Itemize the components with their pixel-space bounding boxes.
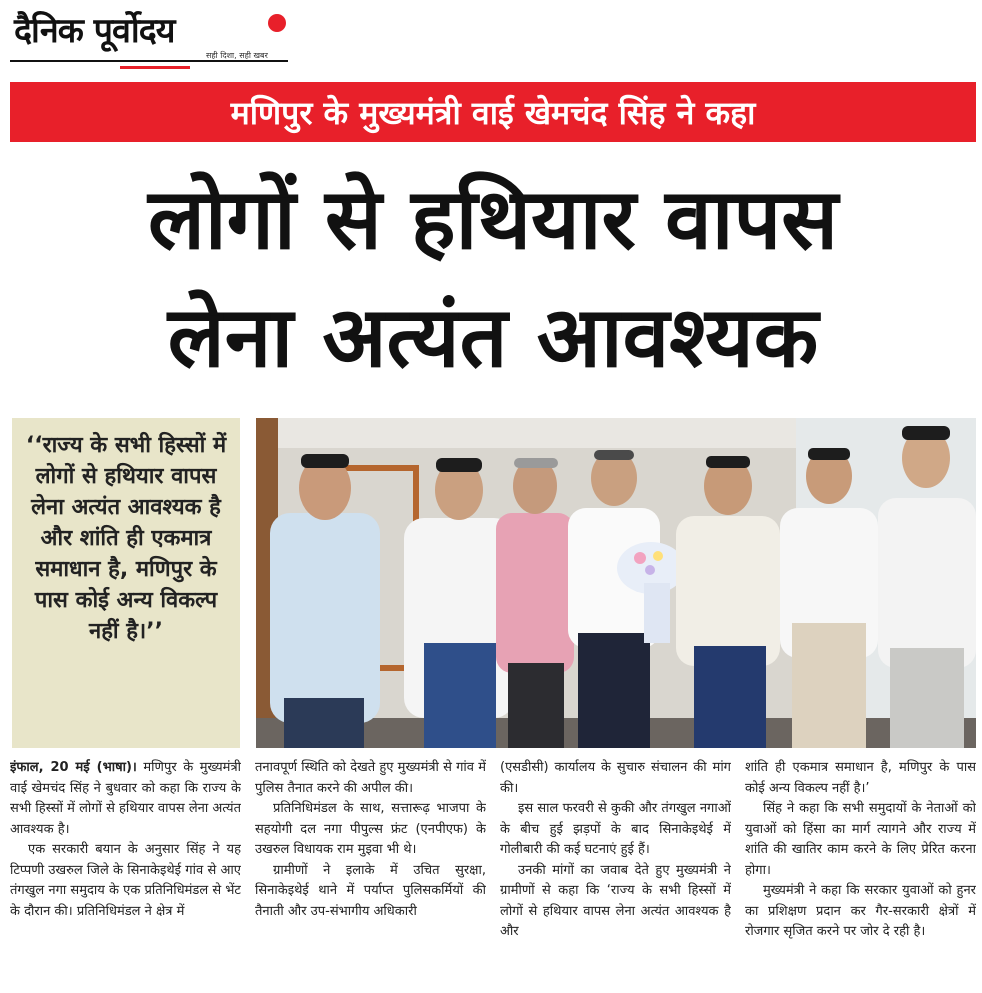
headline xyxy=(10,160,976,396)
article-paragraph: उनकी मांगों का जवाब देते हुए मुख्यमंत्री ने ग्रामीणों से कहा कि ‘राज्य के सभी हिस्सों में लोगों से हथियार वापस लेना अत्यंत आवश्यक है और xyxy=(500,862,731,939)
article-paragraph: इस साल फरवरी से कुकी और तंगखुल नगाओं के बीच हुई झड़पों के बाद सिनाकेइथेई में गोलीबारी की कई घटनाएं हुई हैं। xyxy=(500,801,731,857)
article-column-2 xyxy=(255,758,486,990)
article-paragraph: तनावपूर्ण स्थिति को देखते हुए मुख्यमंत्री से गांव में पुलिस तैनात करने की अपील की। xyxy=(255,760,486,796)
kicker-banner xyxy=(10,82,976,142)
pull-quote-box xyxy=(12,418,240,748)
masthead-rule xyxy=(10,60,288,62)
masthead-title: दैनिक पूर्वोदय xyxy=(14,11,175,51)
article-paragraph: सिंह ने कहा कि सभी समुदायों के नेताओं को युवाओं को हिंसा का मार्ग त्यागने और राज्य में शांति की खातिर काम करने के लिए प्रेरित करना होगा। xyxy=(745,801,976,878)
article-paragraph: (एसडीसी) कार्यालय के सुचारु संचालन की मांग की। xyxy=(500,760,731,796)
article-paragraph: प्रतिनिधिमंडल के साथ, सत्तारूढ़ भाजपा के सहयोगी दल नगा पीपुल्स फ्रंट (एनपीएफ) के उखरुल विधायक राम मुइवा भी थे। xyxy=(255,801,486,857)
headline-line-2: लेना अत्यंत आवश्यक xyxy=(167,288,819,386)
kicker-text: मणिपुर के मुख्यमंत्री वाई खेमचंद सिंह ने कहा xyxy=(230,93,756,132)
pull-quote-text: ‘‘राज्य के सभी हिस्सों में लोगों से हथियार वापस लेना अत्यंत आवश्यक है और शांति ही एकमात्र समाधान है, मणिपुर के पास कोई अन्य विकल्प नहीं है।’’ xyxy=(25,433,227,644)
article-column-4 xyxy=(745,758,976,990)
article-body xyxy=(10,758,976,990)
article-paragraph: मुख्यमंत्री ने कहा कि सरकार युवाओं को हुनर का प्रशिक्षण प्रदान कर गैर-सरकारी क्षेत्रों में रोजगार सृजित करने पर जोर दे रही है। xyxy=(745,883,976,939)
article-paragraph: एक सरकारी बयान के अनुसार सिंह ने यह टिप्पणी उखरुल जिले के सिनाकेइथेई गांव से आए तंगखुल नगा समुदाय के एक प्रतिनिधिमंडल से भेंट के दौरान की। प्रतिनिधिमंडल ने क्षेत्र में xyxy=(10,842,241,919)
article-column-3 xyxy=(500,758,731,990)
article-paragraph: ग्रामीणों ने इलाके में उचित सुरक्षा, सिनाकेइथेई थाने में पर्याप्त पुलिसकर्मियों की तैनाती और उप-संभागीय अधिकारी xyxy=(255,862,486,919)
news-photo xyxy=(256,418,976,748)
masthead xyxy=(10,6,290,72)
article-column-1 xyxy=(10,758,241,990)
article-paragraph: शांति ही एकमात्र समाधान है, मणिपुर के पास कोई अन्य विकल्प नहीं है।’ xyxy=(745,760,976,796)
masthead-accent-line xyxy=(120,66,190,69)
masthead-logo-dot xyxy=(268,14,286,32)
article-paragraph: इंफाल, 20 मई (भाषा)। मणिपुर के मुख्यमंत्री वाई खेमचंद सिंह ने बुधवार को कहा कि राज्य के सभी हिस्सों में लोगों से हथियार वापस लेना अत्यंत आवश्यक है। xyxy=(10,760,241,837)
masthead-tagline: सही दिशा, सही खबर xyxy=(206,51,268,60)
headline-line-1: लोगों से हथियार वापस xyxy=(147,170,839,268)
dateline: इंफाल, 20 मई (भाषा)। xyxy=(10,760,137,775)
